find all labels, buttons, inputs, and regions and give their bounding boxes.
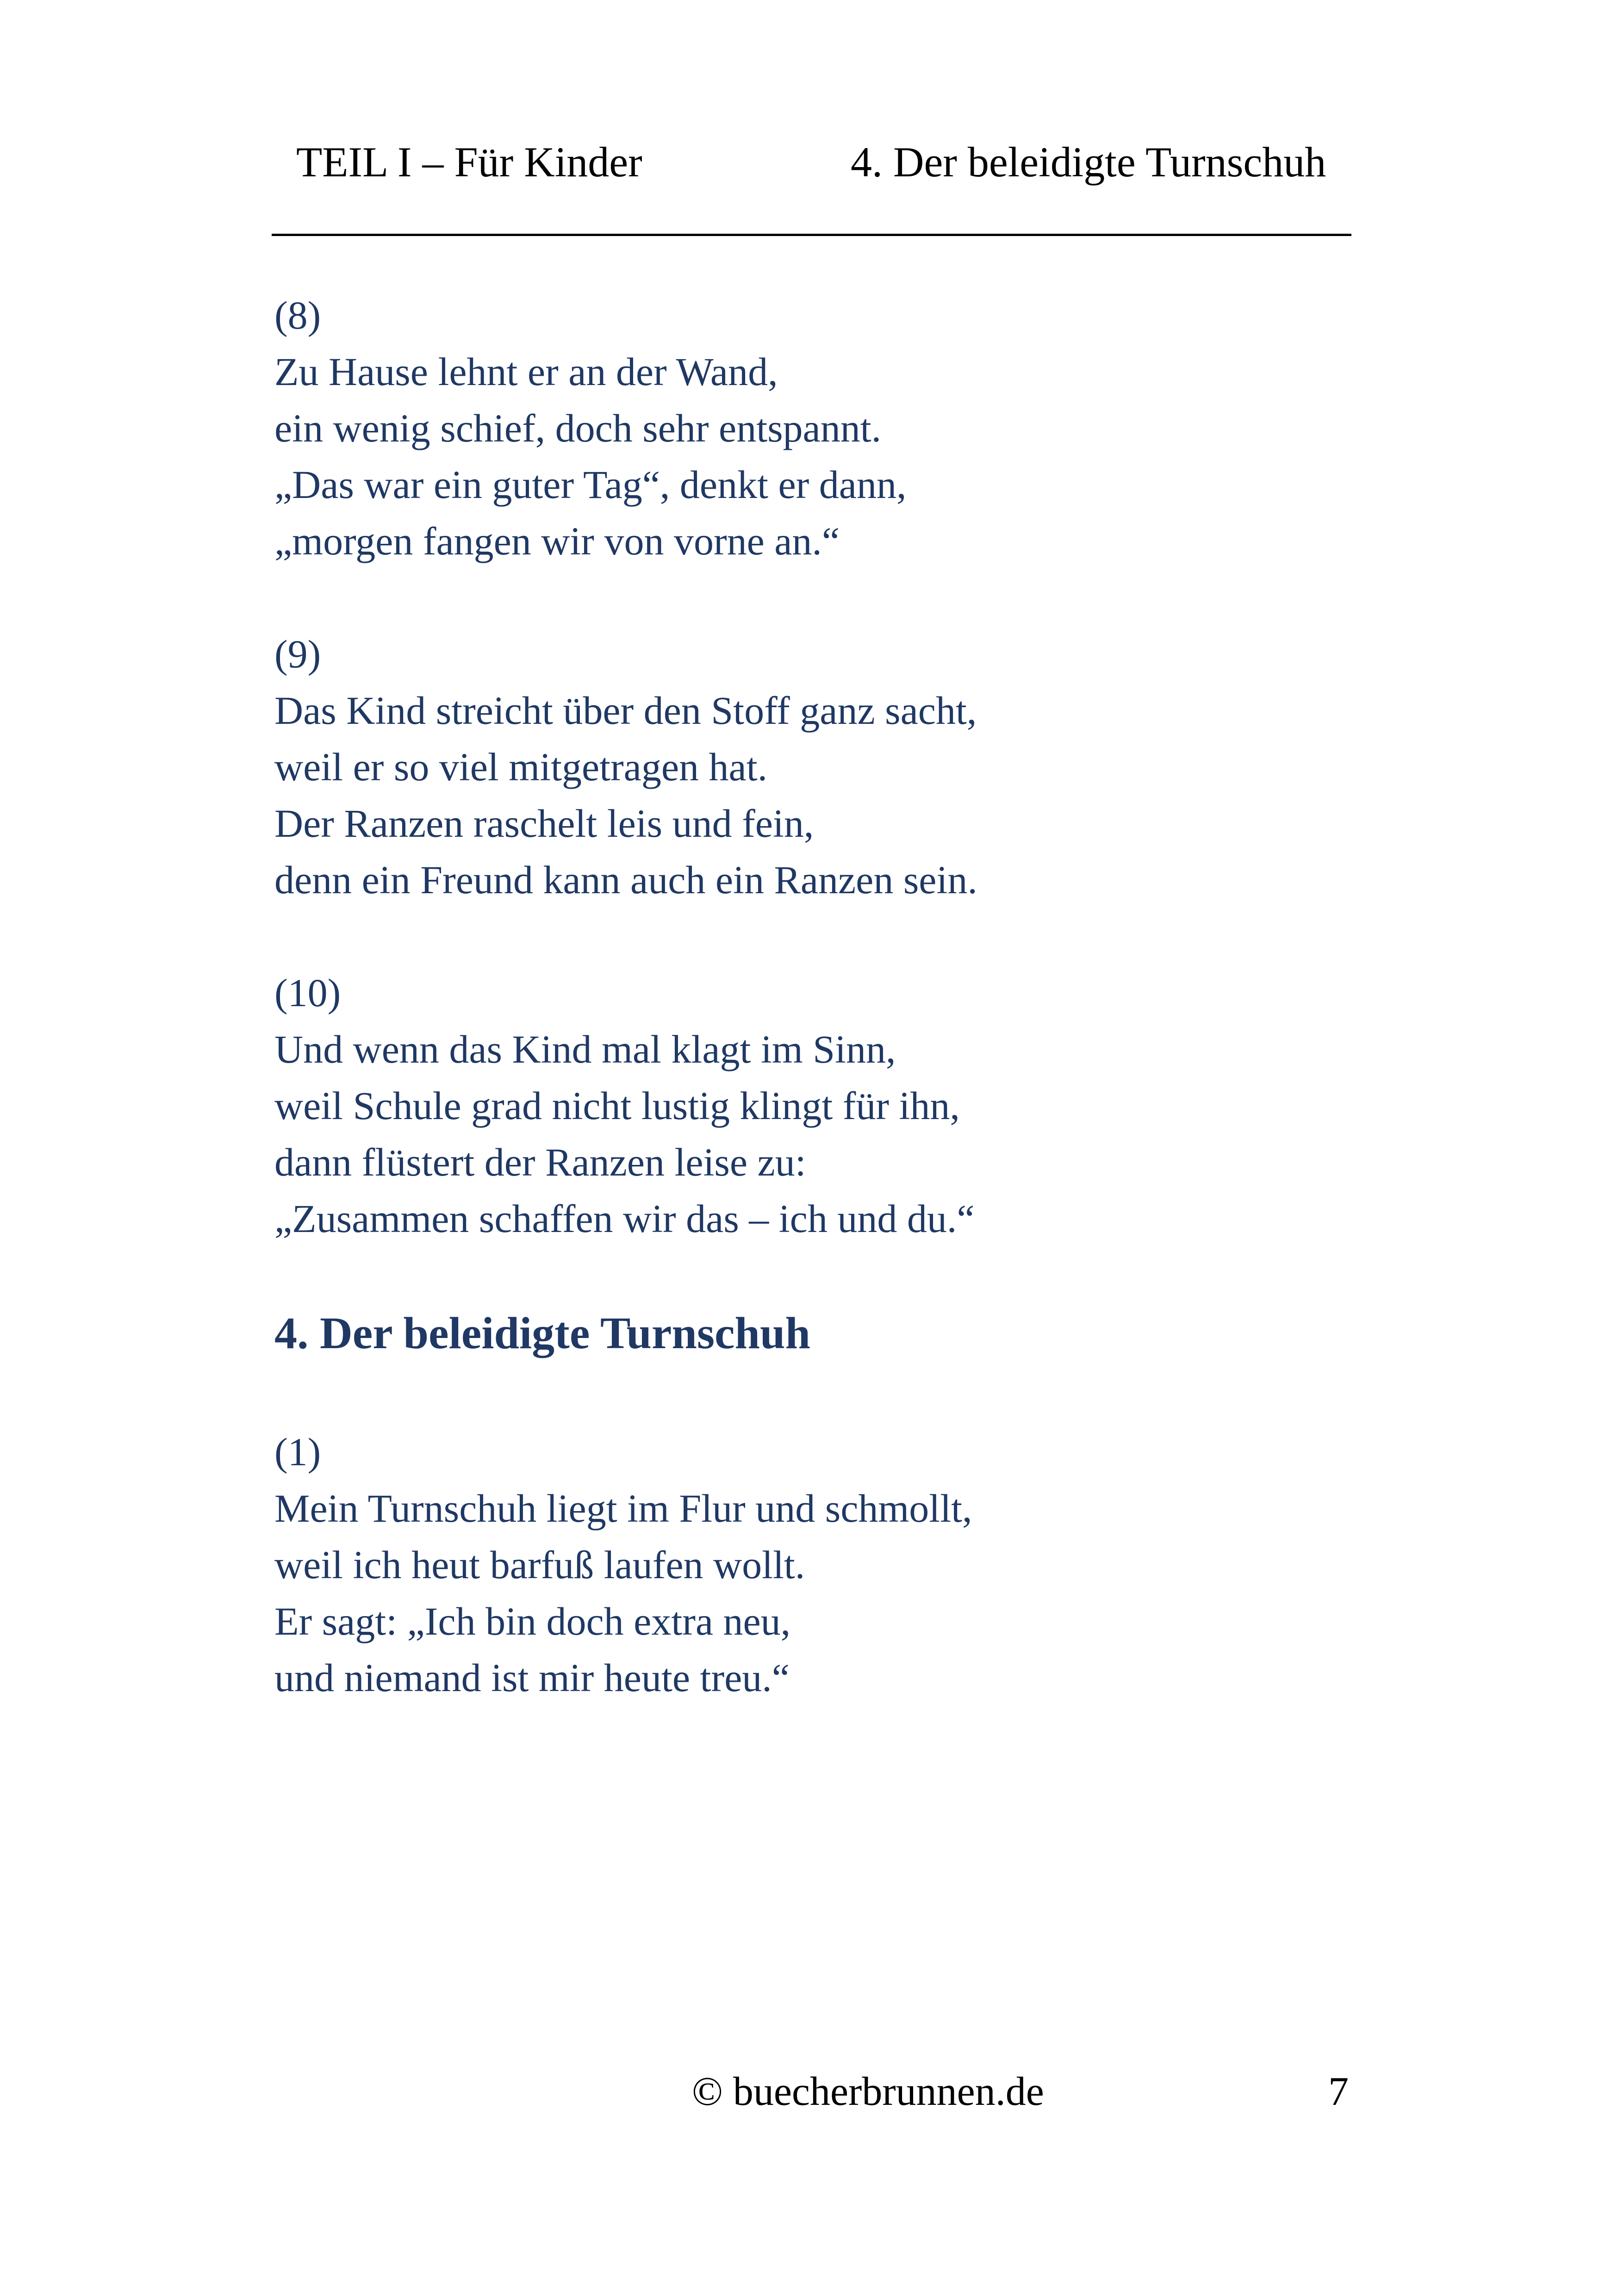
verse-line: denn ein Freund kann auch ein Ranzen sein. (274, 858, 977, 902)
verse-line: und niemand ist mir heute treu.“ (274, 1655, 790, 1700)
running-header-part: TEIL I – Für Kinder (296, 138, 642, 186)
stanza-number: (8) (274, 293, 321, 337)
verse-line: Mein Turnschuh liegt im Flur und schmollt, (274, 1486, 972, 1531)
verse-line: ein wenig schief, doch sehr entspannt. (274, 406, 882, 450)
page-header (0, 0, 1618, 241)
verse-line: weil er so viel mitgetragen hat. (274, 745, 768, 789)
stanza-number: (10) (274, 971, 341, 1015)
verse-line: weil ich heut barfuß laufen wollt. (274, 1543, 805, 1587)
page-footer (0, 2055, 1618, 2129)
verse-line: dann flüstert der Ranzen leise zu: (274, 1140, 806, 1184)
running-header-chapter: 4. Der beleidigte Turnschuh (851, 138, 1326, 186)
stanza-8 (274, 287, 1339, 569)
verse-line: Der Ranzen raschelt leis und fein, (274, 801, 814, 846)
verse-line: „Das war ein guter Tag“, denkt er dann, (274, 462, 907, 507)
copyright-notice: © buecherbrunnen.de (692, 2069, 1044, 2114)
verse-line: Er sagt: „Ich bin doch extra neu, (274, 1599, 791, 1643)
stanza-1 (274, 1424, 1339, 1706)
page-number: 7 (1328, 2069, 1349, 2114)
stanza-number: (1) (274, 1430, 321, 1474)
verse-line: Zu Hause lehnt er an der Wand, (274, 349, 778, 394)
stanza-number: (9) (274, 632, 321, 676)
verse-line: Und wenn das Kind mal klagt im Sinn, (274, 1027, 896, 1071)
verse-line: weil Schule grad nicht lustig klingt für ihn, (274, 1083, 960, 1128)
stanza-10 (274, 964, 1339, 1247)
verse-line: „Zusammen schaffen wir das – ich und du.“ (274, 1196, 975, 1241)
page-content (274, 287, 1339, 1762)
verse-line: Das Kind streicht über den Stoff ganz sacht, (274, 688, 977, 733)
stanza-9 (274, 626, 1339, 908)
header-divider (272, 234, 1351, 236)
chapter-title: 4. Der beleidigte Turnschuh (274, 1308, 811, 1358)
verse-line: „morgen fangen wir von vorne an.“ (274, 519, 840, 563)
